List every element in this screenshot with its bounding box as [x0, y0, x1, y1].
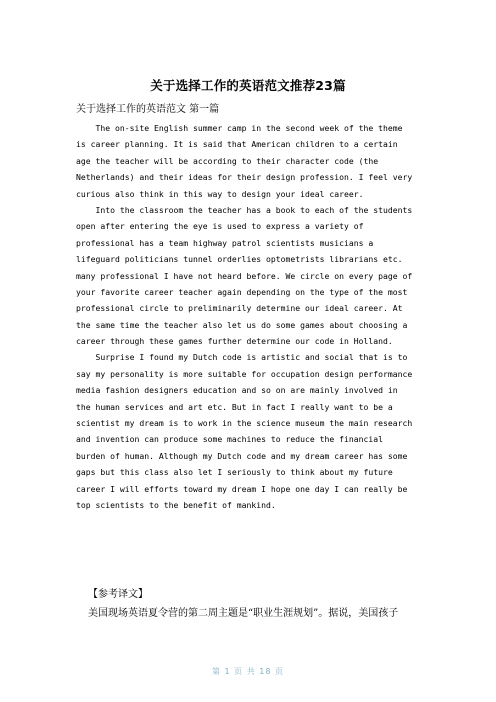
- document-title: 关于选择工作的英语范文推荐23篇: [150, 78, 346, 93]
- translation-block: [76, 585, 426, 623]
- body-text-line: your favorite career teacher again depending on the type of the most: [76, 286, 408, 297]
- body-text-line: career through these games further determine our code in Holland.: [76, 336, 393, 347]
- body-text-line: Into the classroom the teacher has a book to each of the students: [76, 204, 413, 215]
- section-heading: 关于选择工作的英语范文 第一篇: [76, 104, 220, 115]
- body-text-line: say my personality is more suitable for occupation design performance: [76, 368, 413, 379]
- body-text-line: Netherlands) and their ideas for their design profession. I feel very: [76, 172, 413, 183]
- body-text-line: is career planning. It is said that American children to a certain: [76, 139, 398, 150]
- body-text-line: the same time the teacher also let us do some games about choosing a: [76, 319, 408, 330]
- body-text-line: lifeguard politicians tunnel orderlies optometrists librarians etc.: [76, 254, 403, 265]
- translation-paragraph: 美国现场英语夏令营的第二周主题是“职业生涯规划”。据说，美国孩子: [88, 608, 399, 619]
- body-text-line: career I will efforts toward my dream I hope one day I can really be: [76, 483, 408, 494]
- body-text-line: scientist my dream is to work in the science museum the main research: [76, 418, 413, 429]
- english-essay-body: [76, 120, 426, 513]
- body-text-line: curious also think in this way to design your ideal career.: [76, 188, 364, 199]
- body-text-line: the human services and art etc. But in fact I really want to be a: [76, 401, 393, 412]
- body-text-line: Surprise I found my Dutch code is artistic and social that is to: [76, 352, 408, 363]
- body-text-line: professional has a team highway patrol scientists musicians a: [76, 237, 374, 248]
- body-text-line: gaps but this class also let I seriously to think about my future: [76, 467, 393, 478]
- translation-heading: 【参考译文】: [88, 589, 148, 600]
- body-text-line: burden of human. Although my Dutch code and my dream career has some: [76, 450, 408, 461]
- body-text-line: many professional I have not heard before. We circle on every page of: [76, 270, 413, 281]
- body-text-line: top scientists to the benefit of mankind.: [76, 499, 276, 510]
- body-text-line: and invention can produce some machines to reduce the financial: [76, 434, 383, 445]
- body-text-line: age the teacher will be according to their character code (the: [76, 155, 379, 166]
- body-text-line: open after entering the eye is used to express a variety of: [76, 221, 364, 232]
- body-text-line: The on-site English summer camp in the second week of the theme: [76, 123, 403, 133]
- body-text-line: professional circle to preliminarily determine our ideal career. At: [76, 303, 403, 314]
- body-text-line: media fashion designers education and so on are mainly involved in: [76, 385, 398, 396]
- page-number-footer: 第 1 页 共 18 页: [212, 667, 284, 676]
